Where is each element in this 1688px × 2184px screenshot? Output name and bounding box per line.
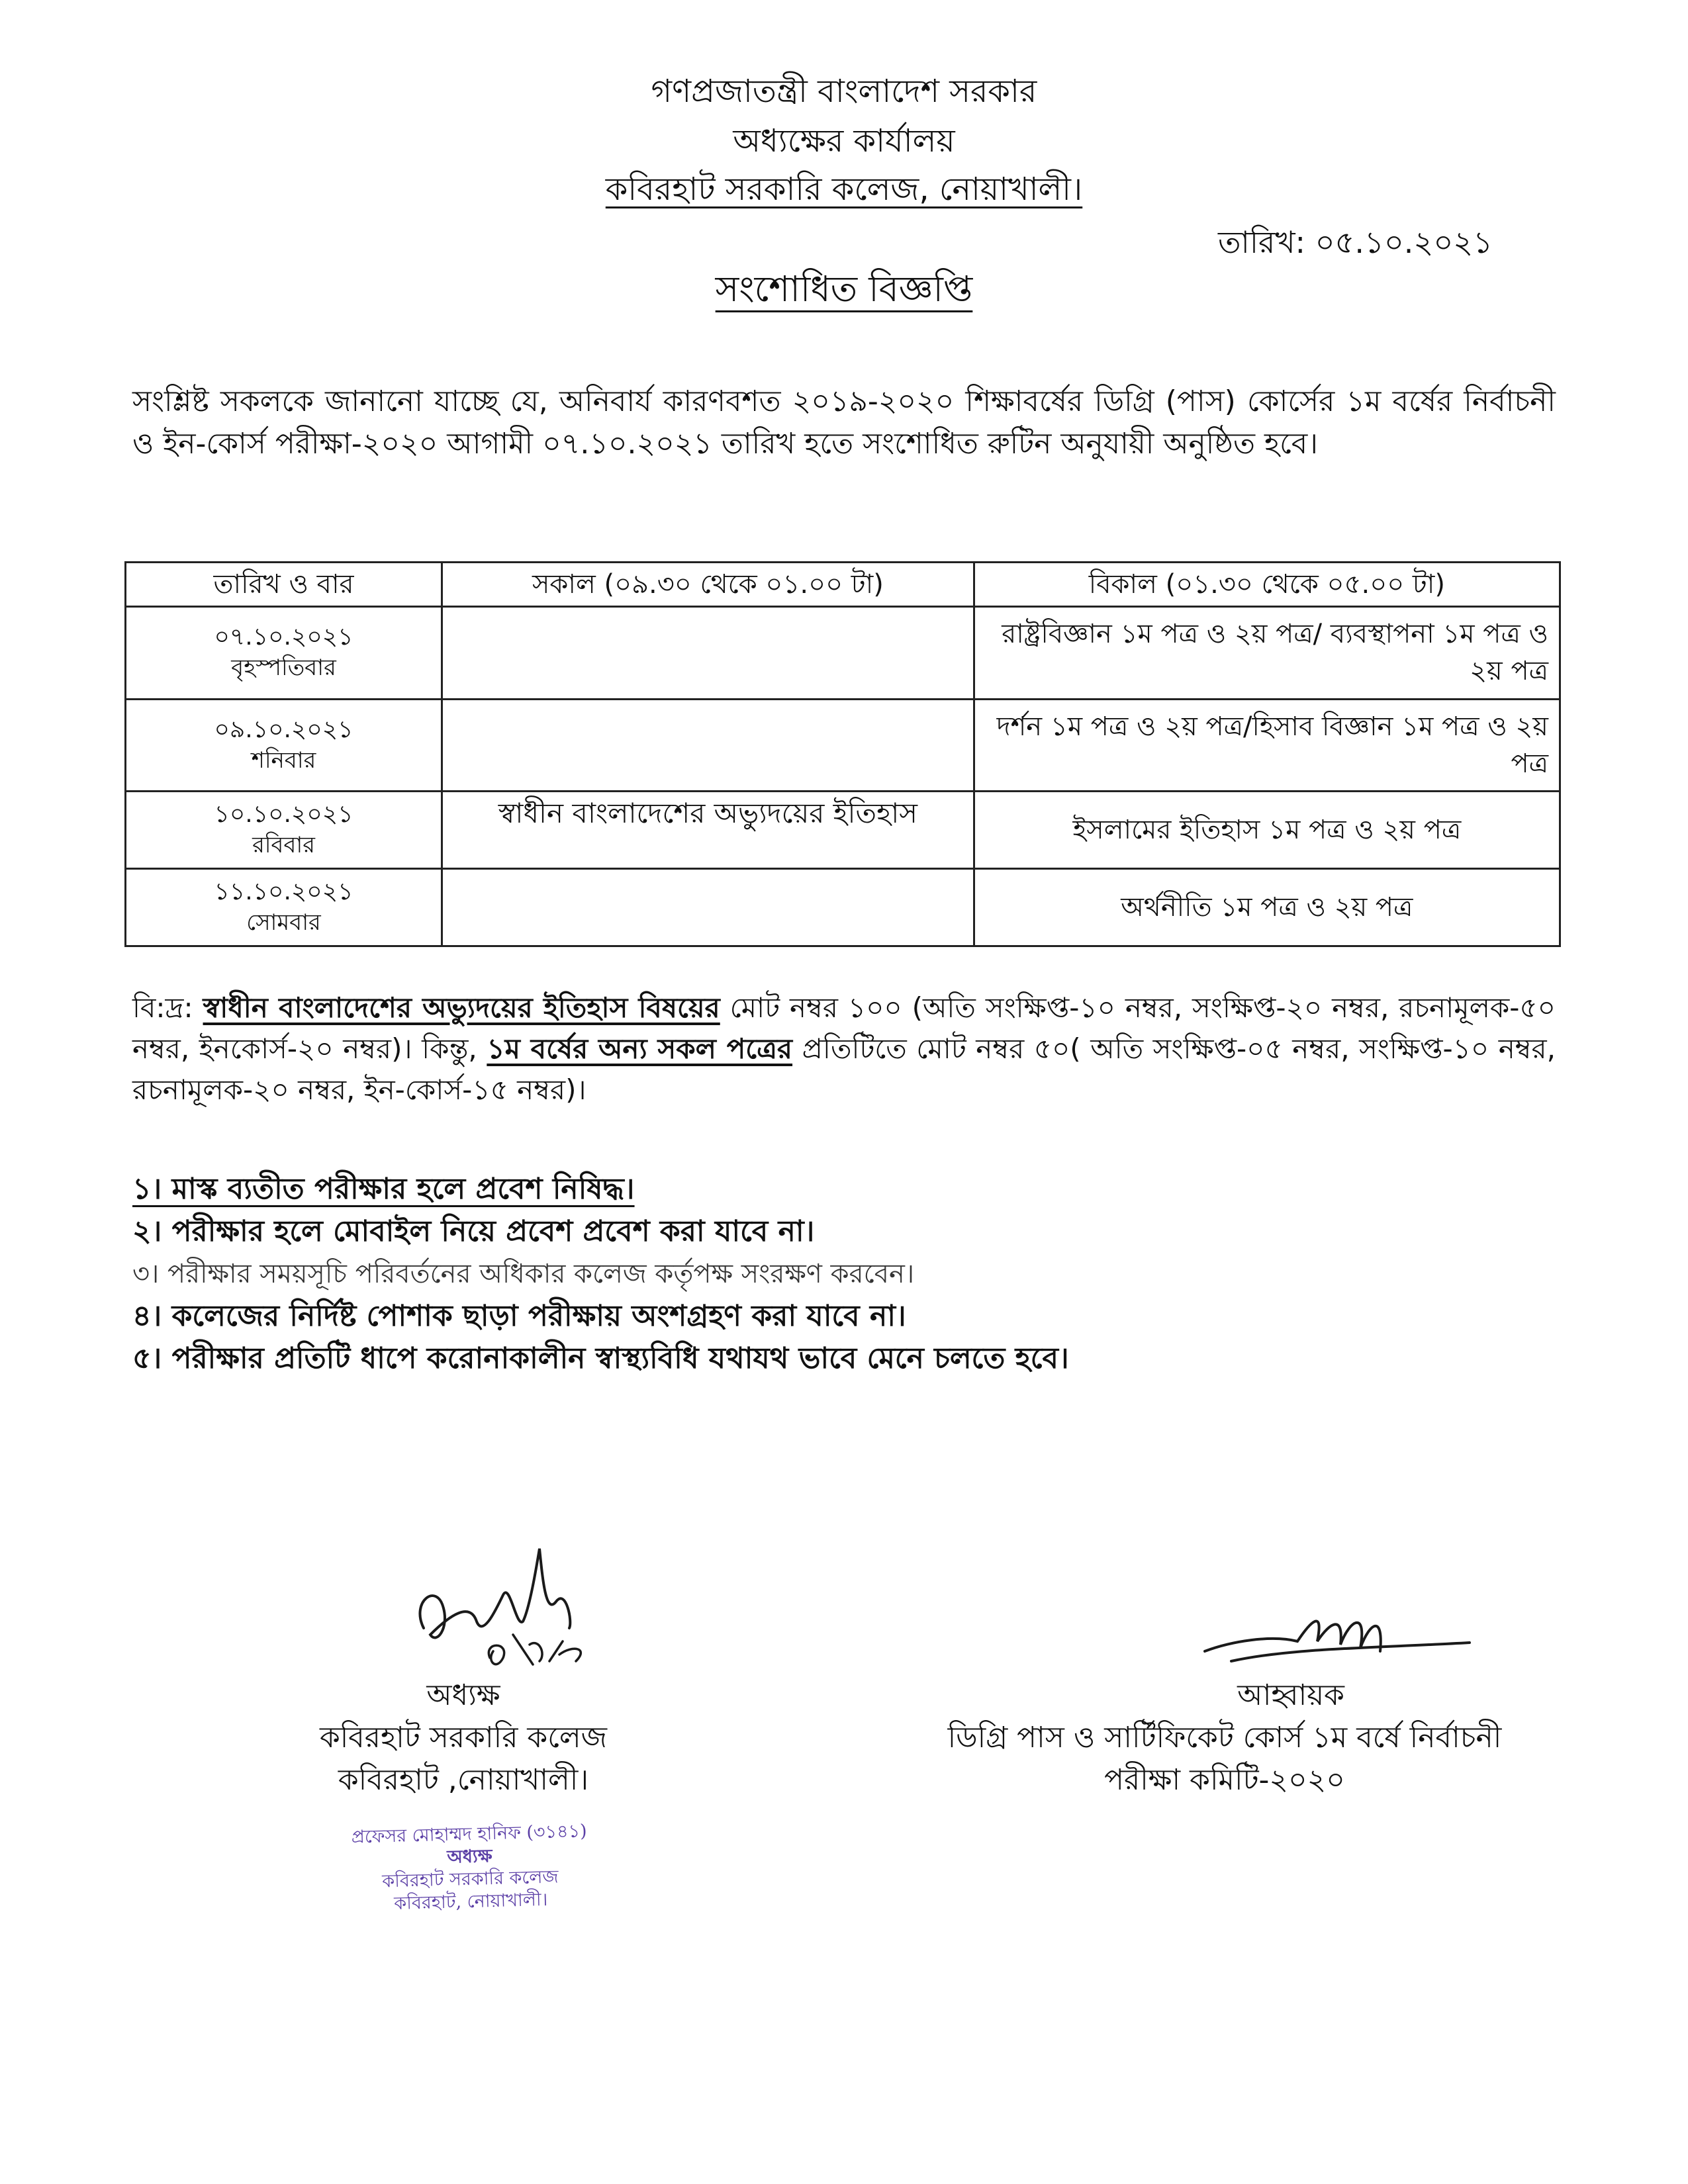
- cell-morning: স্বাধীন বাংলাদেশের অভ্যুদয়ের ইতিহাস: [442, 792, 974, 869]
- note-paragraph: [132, 987, 1556, 1111]
- table-row: [126, 869, 1560, 946]
- note-prefix: বি:দ্র:: [132, 991, 203, 1024]
- table-row: [126, 792, 1560, 869]
- row-date: ১১.১০.২০২১: [214, 878, 353, 906]
- college-name: কবিরহাট সরকারি কলেজ, নোয়াখালী।: [605, 171, 1083, 208]
- principal-signature: [397, 1529, 649, 1681]
- header-afternoon: বিকাল (০১.৩০ থেকে ০৫.০০ টা): [974, 563, 1560, 607]
- cell-date-day: [126, 869, 442, 946]
- cell-afternoon: ইসলামের ইতিহাস ১ম পত্র ও ২য় পত্র: [974, 792, 1560, 869]
- notice-date: তারিখ: ০৫.১০.২০২১: [1218, 224, 1493, 260]
- exam-routine-table: [124, 561, 1561, 947]
- convener-committee-year: পরীক্ষা কমিটি-২০২০: [1104, 1763, 1345, 1797]
- row-date: ০৭.১০.২০২১: [214, 623, 353, 651]
- cell-morning: [442, 699, 974, 792]
- row-date: ১০.১০.২০২১: [214, 801, 353, 829]
- table-header-row: [126, 563, 1560, 607]
- stamp-line: অধ্যক্ষ: [447, 1846, 493, 1868]
- convener-role: আহ্বায়ক: [1237, 1678, 1344, 1712]
- convener-committee: ডিগ্রি পাস ও সার্টিফিকেট কোর্স ১ম বর্ষে নির্বাচনী: [947, 1721, 1502, 1754]
- table-row: [126, 607, 1560, 700]
- cell-afternoon: রাষ্ট্রবিজ্ঞান ১ম পত্র ও ২য় পত্র/ ব্যবস্থাপনা ১ম পত্র ও ২য় পত্র: [974, 607, 1560, 700]
- cell-date-day: [126, 607, 442, 700]
- header-morning: সকাল (০৯.৩০ থেকে ০১.০০ টা): [442, 563, 974, 607]
- stamp-line: প্রফেসর মোহাম্মদ হানিফ (৩১৪১): [351, 1821, 587, 1848]
- rule-item: ৫। পরীক্ষার প্রতিটি ধাপে করোনাকালীন স্বাস্থ্যবিধি যথাযথ ভাবে মেনে চলতে হবে।: [132, 1342, 1069, 1375]
- stamp-line: কবিরহাট সরকারি কলেজ: [381, 1866, 559, 1892]
- college-title: [0, 169, 1688, 209]
- notice-title-text: সংশোধিত বিজ্ঞপ্তি: [715, 268, 973, 310]
- notice-title: [0, 261, 1688, 321]
- note-subject2: ১ম বর্ষের অন্য সকল পত্রের: [487, 1032, 793, 1065]
- table-row: [126, 699, 1560, 792]
- principal-college: কবিরহাট সরকারি কলেজ: [319, 1721, 608, 1754]
- intro-paragraph: সংশ্লিষ্ট সকলকে জানানো যাচ্ছে যে, অনিবার্য কারণবশত ২০১৯-২০২০ শিক্ষাবর্ষের ডিগ্রি (পাস) কোর্সের ১ম বর্ষের নির্বাচনী ও ইন-কোর্স পরীক্ষা-২০২০ আগামী ০৭.১০.২০২১ তারিখ হতে সংশোধিত রুটিন অনুযায়ী অনুষ্ঠিত হবে।: [132, 385, 1556, 461]
- govt-title: গণপ্রজাতন্ত্রী বাংলাদেশ সরকার: [651, 73, 1037, 110]
- rule-item: ৩। পরীক্ষার সময়সূচি পরিবর্তনের অধিকার কলেজ কর্তৃপক্ষ সংরক্ষণ করবেন।: [132, 1259, 915, 1289]
- header-date-day: তারিখ ও বার: [126, 563, 442, 607]
- official-stamp: [330, 1820, 610, 1917]
- row-date: ০৯.১০.২০২১: [214, 715, 353, 743]
- stamp-line: কবিরহাট, নোয়াখালী।: [393, 1889, 548, 1915]
- cell-date-day: [126, 792, 442, 869]
- convener-signature: [1192, 1595, 1483, 1681]
- rule-item: ১। মাস্ক ব্যতীত পরীক্ষার হলে প্রবেশ নিষিদ্ধ।: [132, 1172, 635, 1206]
- row-day: বৃহস্পতিবার: [231, 655, 336, 682]
- note-text1: মোট নম্বর ১০০ (অতি সংক্ষিপ্ত-১০ নম্বর, সংক্ষিপ্ত-২০ নম্বর, রচনামূলক-৫০ নম্বর, ইনকোর্স-২০ নম্বর)। কিন্তু,: [132, 991, 1556, 1065]
- principal-location: কবিরহাট ,নোয়াখালী।: [338, 1763, 589, 1797]
- rule-item: ২। পরীক্ষার হলে মোবাইল নিয়ে প্রবেশ প্রবেশ করা যাবে না।: [132, 1214, 815, 1248]
- rules-list: [132, 1168, 1069, 1380]
- cell-date-day: [126, 699, 442, 792]
- note-subject: স্বাধীন বাংলাদেশের অভ্যুদয়ের ইতিহাস বিষয়ের: [203, 991, 720, 1024]
- rule-item: ৪। কলেজের নির্দিষ্ট পোশাক ছাড়া পরীক্ষায় অংশগ্রহণ করা যাবে না।: [132, 1299, 906, 1333]
- cell-morning: [442, 607, 974, 700]
- row-day: শনিবার: [251, 747, 316, 774]
- cell-morning: [442, 869, 974, 946]
- principal-role: অধ্যক্ষ: [426, 1678, 500, 1712]
- principal-signature-block: [278, 1674, 649, 1801]
- office-title: অধ্যক্ষের কার্যালয়: [733, 122, 955, 159]
- row-day: রবিবার: [252, 832, 315, 859]
- cell-afternoon: দর্শন ১ম পত্র ও ২য় পত্র/হিসাব বিজ্ঞান ১ম পত্র ও ২য় পত্র: [974, 699, 1560, 792]
- note-text2: প্রতিটিতে মোট নম্বর ৫০( অতি সংক্ষিপ্ত-০৫ নম্বর, সংক্ষিপ্ত-১০ নম্বর, রচনামূলক-২০ নম্বর, ইন-কোর্স-১৫ নম্বর)।: [132, 1032, 1556, 1106]
- cell-afternoon: অর্থনীতি ১ম পত্র ও ২য় পত্র: [974, 869, 1560, 946]
- convener-signature-block: [907, 1674, 1542, 1801]
- row-day: সোমবার: [246, 909, 321, 936]
